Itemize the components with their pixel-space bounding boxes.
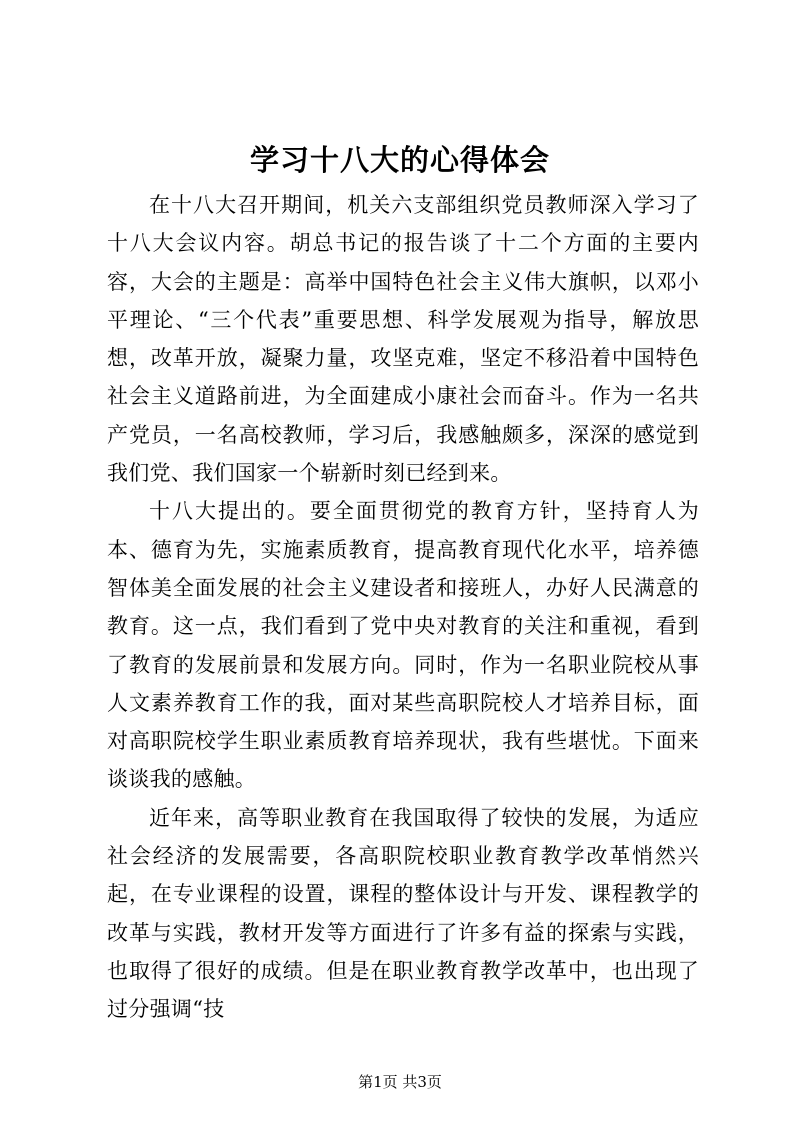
page-number-footer: 第1页 共3页 [358,1073,442,1091]
paragraph-3: 近年来，高等职业教育在我国取得了较快的发展，为适应社会经济的发展需要，各高职院校职业教育教学改革悄然兴起，在专业课程的设置，课程的整体设计与开发、课程教学的改革与实践，教材开发等方面进行了许多有益的探索与实践，也取得了很好的成绩。但是在职业教育教学改革中，也出现了过分强调“技 [107,805,699,1022]
document-title: 学习十八大的心得体会 [249,143,550,177]
paragraph-1: 在十八大召开期间，机关六支部组织党员教师深入学习了十八大会议内容。胡总书记的报告谈了十二个方面的主要内容，大会的主题是：高举中国特色社会主义伟大旗帜，以邓小平理论、“三个代表”重要思想、科学发展观为指导，解放思想，改革开放，凝聚力量，攻坚克难，坚定不移沿着中国特色社会主义道路前进，为全面建成小康社会而奋斗。作为一名共产党员，一名高校教师，学习后，我感触颇多，深深的感觉到我们党、我们国家一个崭新时刻已经到来。 [107,193,699,486]
paragraph-2: 十八大提出的。要全面贯彻党的教育方针，坚持育人为本、德育为先，实施素质教育，提高教育现代化水平，培养德智体美全面发展的社会主义建设者和接班人，办好人民满意的教育。这一点，我们看到了党中央对教育的关注和重视，看到了教育的发展前景和发展方向。同时，作为一名职业院校从事人文素养教育工作的我，面对某些高职院校人才培养目标，面对高职院校学生职业素质教育培养现状，我有些堪忧。下面来谈谈我的感触。 [107,499,699,792]
document-body [107,186,699,1029]
